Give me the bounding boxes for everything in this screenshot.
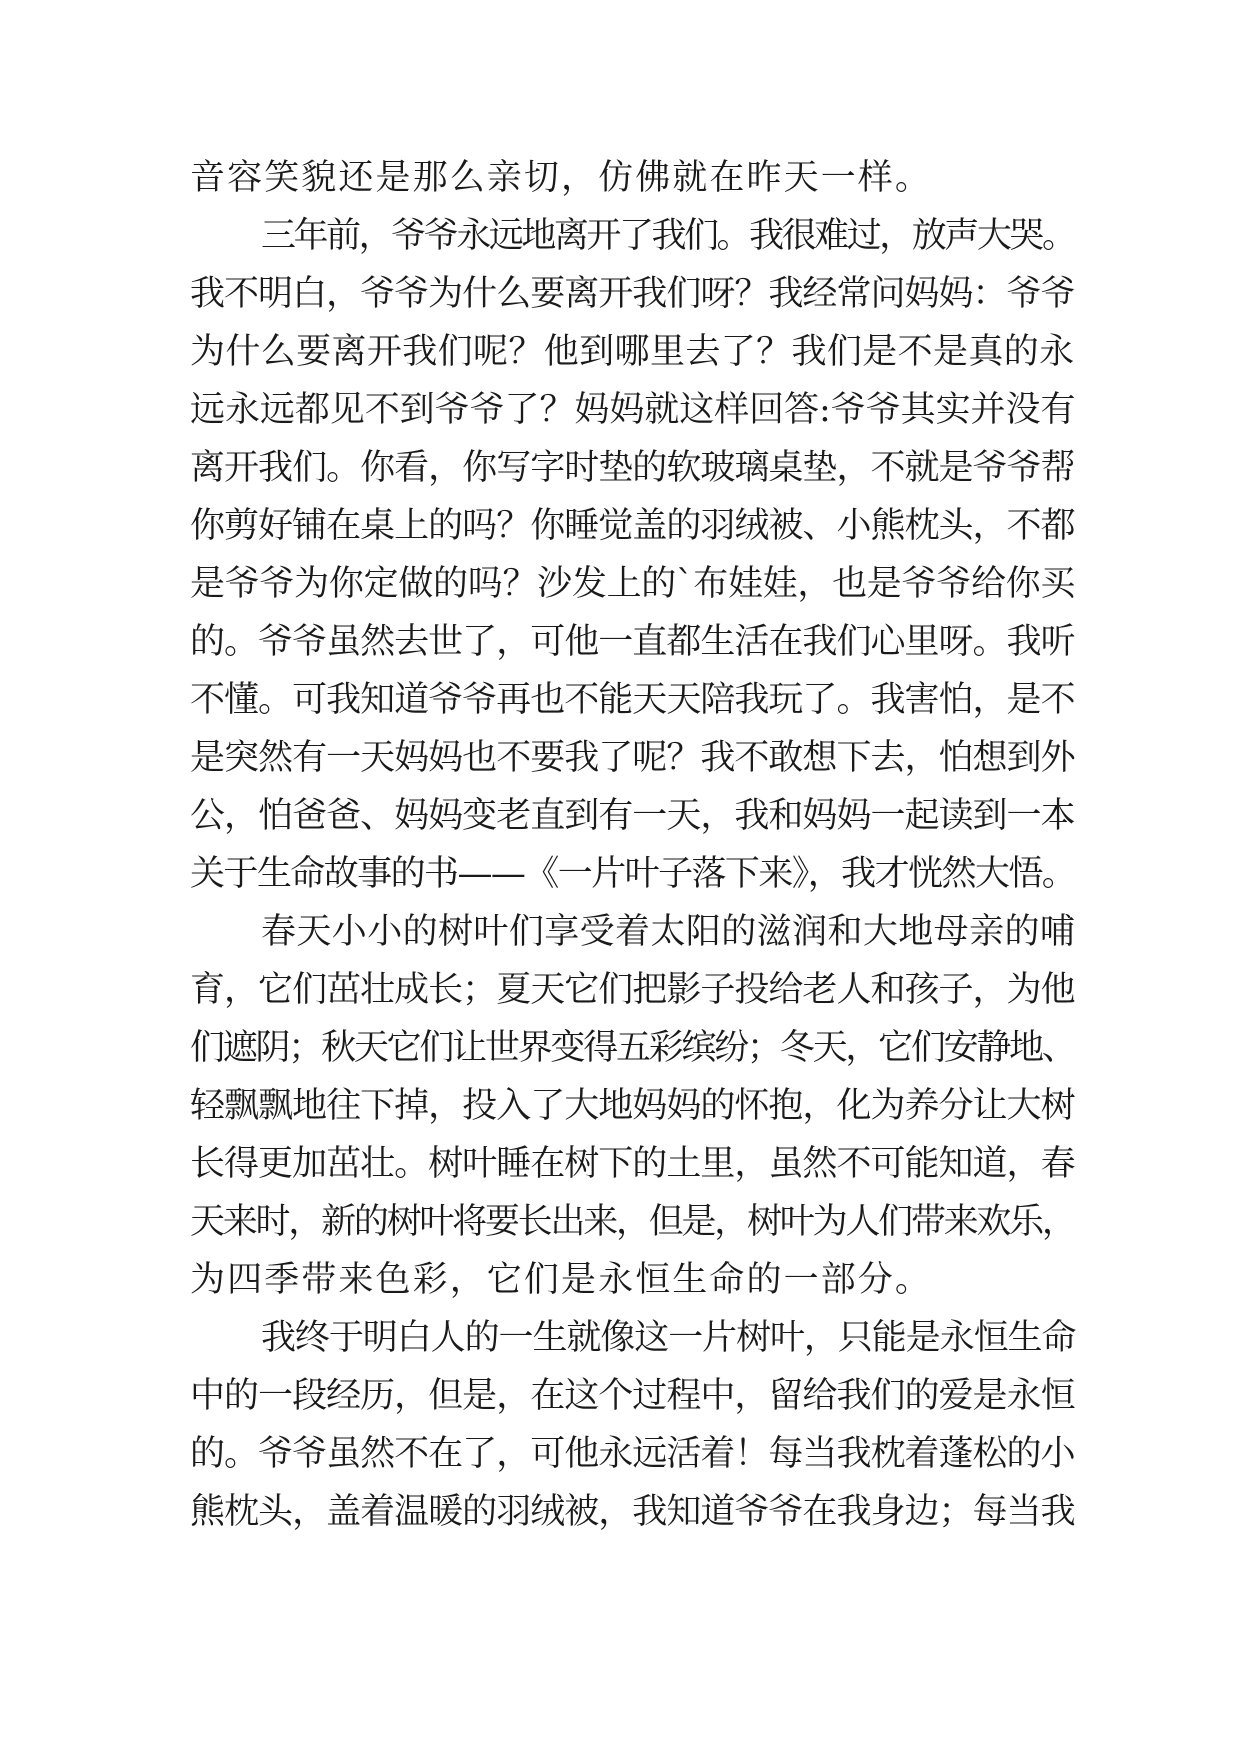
text-line: 的。爷爷虽然不在了，可他永远活着！每当我枕着蓬松的小: [190, 1434, 1075, 1474]
essay-body: [190, 158, 1075, 1550]
text-line: 长得更加茁壮。树叶睡在树下的土里，虽然不可能知道，春: [190, 1144, 1075, 1184]
text-line: 的。爷爷虽然去世了，可他一直都生活在我们心里呀。我听: [190, 622, 1075, 662]
text-line: 春天小小的树叶们享受着太阳的滋润和大地母亲的哺: [261, 912, 1076, 952]
text-line: 是突然有一天妈妈也不要我了呢？我不敢想下去，怕想到外: [190, 738, 1075, 778]
text-line: 我不明白，爷爷为什么要离开我们呀？我经常问妈妈：爷爷: [190, 274, 1075, 314]
text-line: 不懂。可我知道爷爷再也不能天天陪我玩了。我害怕，是不: [190, 680, 1075, 720]
text-line: 公，怕爸爸、妈妈变老直到有一天，我和妈妈一起读到一本: [190, 796, 1075, 836]
text-line: 轻飘飘地往下掉，投入了大地妈妈的怀抱，化为养分让大树: [190, 1086, 1075, 1126]
text-line: 你剪好铺在桌上的吗？你睡觉盖的羽绒被、小熊枕头，不都: [190, 506, 1075, 546]
text-line: 育，它们茁壮成长；夏天它们把影子投给老人和孩子，为他: [190, 970, 1075, 1010]
text-line: 中的一段经历，但是，在这个过程中，留给我们的爱是永恒: [190, 1376, 1075, 1416]
text-line: 是爷爷为你定做的吗？沙发上的`布娃娃，也是爷爷给你买: [190, 564, 1076, 604]
text-line: 远永远都见不到爷爷了？妈妈就这样回答:爷爷其实并没有: [190, 390, 1076, 430]
text-line: 天来时，新的树叶将要长出来，但是，树叶为人们带来欢乐，: [190, 1202, 1075, 1242]
text-line: 为四季带来色彩，它们是永恒生命的一部分。: [190, 1260, 933, 1300]
text-line: 关于生命故事的书——《一片叶子落下来》，我才恍然大悟。: [190, 854, 1076, 894]
text-line: 熊枕头，盖着温暖的羽绒被，我知道爷爷在我身边；每当我: [190, 1492, 1075, 1532]
text-line: 音容笑貌还是那么亲切，仿佛就在昨天一样。: [190, 158, 933, 198]
text-line: 我终于明白人的一生就像这一片树叶，只能是永恒生命: [261, 1318, 1076, 1358]
text-line: 为什么要离开我们呢？他到哪里去了？我们是不是真的永: [190, 332, 1075, 372]
text-line: 们遮阴；秋天它们让世界变得五彩缤纷；冬天，它们安静地、: [190, 1028, 1075, 1068]
text-line: 三年前，爷爷永远地离开了我们。我很难过，放声大哭。: [261, 216, 1075, 256]
text-line: 离开我们。你看，你写字时垫的软玻璃桌垫，不就是爷爷帮: [190, 448, 1075, 488]
